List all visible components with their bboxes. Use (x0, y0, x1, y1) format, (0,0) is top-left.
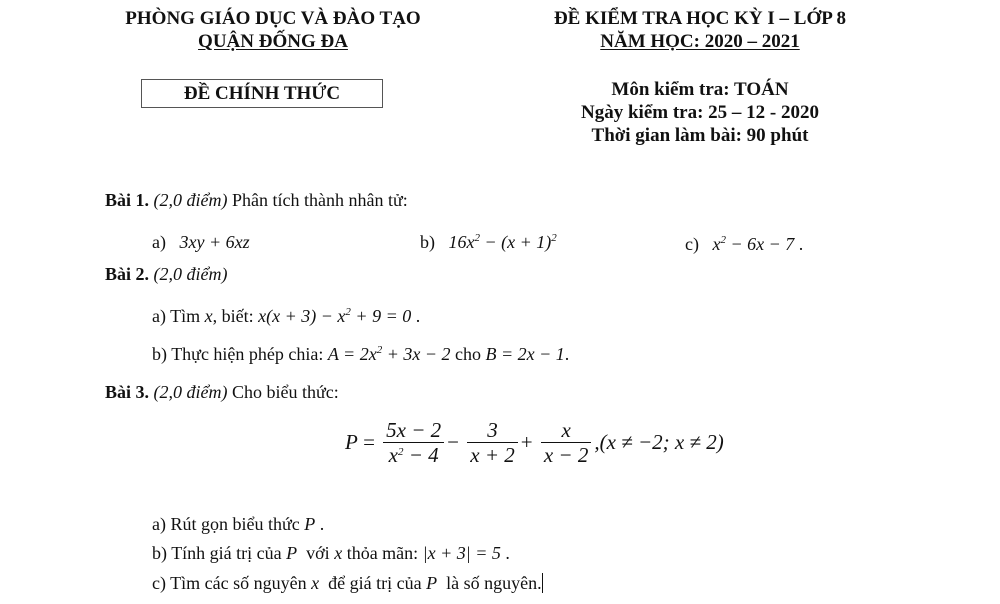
fraction-2: $\frac{3}{x + 2}$ (467, 418, 518, 467)
problem-1-heading (105, 190, 408, 211)
problem-3-part-b: b) Tính giá trị của P với x thỏa mãn: |x + 3| = 5 . (152, 543, 510, 563)
part-label: a) (152, 232, 166, 252)
part-text: là số nguyên. (446, 573, 542, 593)
domain-condition: ,(x ≠ −2; x ≠ 2) (594, 430, 724, 454)
problem-2-heading (105, 264, 228, 285)
problem-3-part-a: a) Rút gọn biểu thức P . (152, 514, 325, 534)
problem-points: (2,0 điểm) (153, 190, 228, 210)
problem-points: (2,0 điểm) (153, 382, 228, 402)
school-year: NĂM HỌC: 2020 – 2021 (600, 31, 800, 52)
problem-prompt: Cho biểu thức: (232, 382, 339, 402)
problem-1-part-a: a) 3xy + 6xz (152, 232, 250, 252)
part-text: với (306, 543, 330, 563)
part-text: , biết: (212, 306, 254, 326)
operator: + (520, 430, 533, 454)
variable: P (426, 573, 438, 593)
fraction-1: $\frac{5x - 2}{x^2 - 4}$ (383, 418, 444, 467)
problem-1-part-b: b) $16x^2 - (x + 1)^2$ (420, 232, 557, 252)
exam-date: Ngày kiểm tra: 25 – 12 - 2020 (581, 102, 819, 123)
part-text: để giá trị của (328, 573, 422, 593)
expression-p-formula: P = $\frac{5x - 2}{x^2 - 4}$ − $\frac{3}{x + 2}$ + $\frac{x}{x - 2}$ ,(x ≠ −2; x ≠ 2) (345, 418, 724, 467)
problem-title: Bài 2. (105, 264, 150, 284)
problem-title: Bài 3. (105, 382, 150, 402)
part-text: thỏa mãn: (346, 543, 419, 563)
part-text: Tìm các số nguyên (170, 573, 307, 593)
part-text: Thực hiện phép chia: (171, 344, 324, 364)
part-label: b) (152, 543, 167, 563)
district-name: QUẬN ĐỐNG ĐA (198, 31, 348, 52)
variable: x (334, 543, 343, 563)
part-label: c) (685, 234, 699, 254)
department-title (108, 7, 438, 53)
problem-3-part-c (152, 573, 543, 594)
part-text: Tính giá trị của (171, 543, 282, 563)
exam-info (530, 78, 870, 147)
variable: x (204, 306, 213, 326)
variable: x (311, 573, 320, 593)
text-cursor (542, 573, 543, 593)
problem-1-part-c: c) $x^2 - 6x - 7$ . (685, 234, 804, 254)
exam-duration: Thời gian làm bài: 90 phút (591, 125, 809, 146)
problem-title: Bài 1. (105, 190, 150, 210)
operator: − (447, 430, 460, 454)
part-text: Rút gọn biểu thức (170, 514, 300, 534)
problem-prompt: Phân tích thành nhân tử: (232, 190, 408, 210)
variable: P (286, 543, 298, 563)
part-label: b) (152, 344, 167, 364)
problem-3-heading (105, 382, 339, 403)
exam-subject: Môn kiểm tra: TOÁN (611, 79, 789, 100)
problem-2-part-a: a) Tìm x, biết: $x(x + 3) - x^2 + 9 = 0$ . (152, 306, 421, 326)
part-text: Tìm (170, 306, 201, 326)
variable: P (304, 514, 316, 534)
official-exam-label: ĐỀ CHÍNH THỨC (141, 79, 383, 108)
department-name: PHÒNG GIÁO DỤC VÀ ĐÀO TẠO (125, 8, 421, 29)
exam-name: ĐỀ KIỂM TRA HỌC KỲ I – LỚP 8 (553, 8, 847, 29)
part-label: c) (152, 573, 166, 593)
part-label: b) (420, 232, 435, 252)
problem-points: (2,0 điểm) (153, 264, 228, 284)
part-label: a) (152, 306, 166, 326)
exam-title (530, 7, 870, 53)
problem-2-part-b: b) Thực hiện phép chia: $A = 2x^2 + 3x - 2$ cho B = 2x − 1. (152, 344, 570, 364)
fraction-3: $\frac{x}{x - 2}$ (541, 418, 592, 467)
part-label: a) (152, 514, 166, 534)
part-text: cho (455, 344, 481, 364)
